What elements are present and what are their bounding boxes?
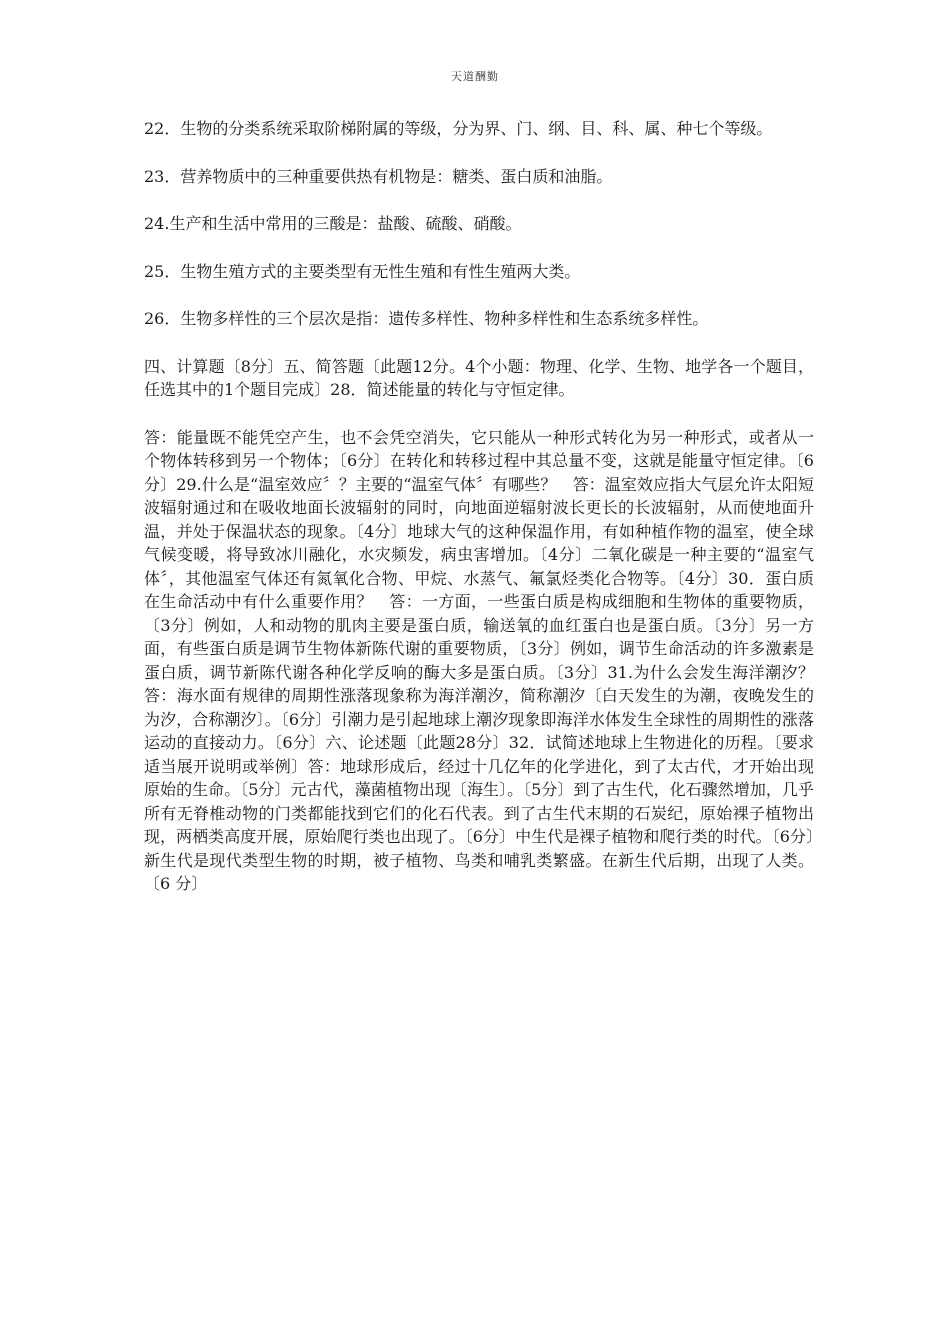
paragraph-26: 26．生物多样性的三个层次是指：遗传多样性、物种多样性和生态系统多样性。 (144, 309, 709, 328)
paragraph-25: 25．生物生殖方式的主要类型有无性生殖和有性生殖两大类。 (144, 261, 581, 281)
paragraph-22: 22．生物的分类系统采取阶梯附属的等级，分为界、门、纲、目、科、属、种七个等级。 (144, 119, 773, 138)
document-body (144, 117, 831, 896)
paragraph-24: 24.生产和生活中常用的三酸是：盐酸、硫酸、硝酸。 (144, 214, 522, 233)
paragraph-23: 23．营养物质中的三种重要供热有机物是：糖类、蛋白质和油脂。 (144, 166, 613, 186)
paragraph-answers: 答：能量既不能凭空产生，也不会凭空消失，它只能从一种形式转化为另一种形式，或者从一个物体转移到另一个物体；〔6分〕在转化和转移过程中其总量不变，这就是能量守恒定律。〔6分〕29.什么是“温室效应〞？主要的“温室气体〞有哪些？ 答：温室效应指大气层允许太阳短波辐射通过和在吸收地面长波辐射的同时，向地面逆辐射波长更长的长波辐射，从而使地面升温，并处于保温状态的现象。〔4分〕地球大气的这种保温作用，有如种植作物的温室，使全球气候变暖，将导致冰川融化，水灾频发，病虫害增加。〔4分〕二氧化碳是一种主要的“温室气体〞，其他温室气体还有氮氧化合物、甲烷、水蒸气、氟氯烃类化合物等。〔4分〕30．蛋白质在生命活动中有什么重要作用？ 答：一方面，一些蛋白质是构成细胞和生物体的重要物质，〔3分〕例如，人和动物的肌肉主要是蛋白质，输送氧的血红蛋白也是蛋白质。〔3分〕另一方面，有些蛋白质是调节生物体新陈代谢的重要物质，〔3分〕例如，调节生命活动的许多激素是蛋白质，调节新陈代谢各种化学反响的酶大多是蛋白质。〔3分〕31.为什么会发生海洋潮汐？ 答：海水面有规律的周期性涨落现象称为海洋潮汐，简称潮汐〔白天发生的为潮，夜晚发生的为汐，合称潮汐〕。〔6分〕引潮力是引起地球上潮汐现象即海洋水体发生全球性的周期性的涨落运动的直接动力。〔6分〕六、论述题〔此题28分〕32．试简述地球上生物进化的历程。〔要求适当展开说明或举例〕答：地球形成后，经过十几亿年的化学进化，到了太古代，才开始出现原始的生命。〔5分〕元古代，藻菌植物出现〔海生〕。〔5分〕到了古生代，化石骤然增加，几乎所有无脊椎动物的门类都能找到它们的化石代表。到了古生代末期的石炭纪，原始裸子植物出现，两栖类高度开展，原始爬行类也出现了。〔6分〕中生代是裸子植物和爬行类的时代。〔6分〕新生代是现代类型生物的时期，被子植物、鸟类和哺乳类繁盛。在新生代后期，出现了人类。〔6 分〕 (144, 427, 831, 893)
page-header: 天道酬勤 (451, 70, 499, 83)
paragraph-section-4-5: 四、计算题〔8分〕五、简答题〔此题12分。4个小题：物理、化学、生物、地学各一个题目，任选其中的1个题目完成〕28．简述能量的转化与守恒定律。 (144, 356, 814, 399)
